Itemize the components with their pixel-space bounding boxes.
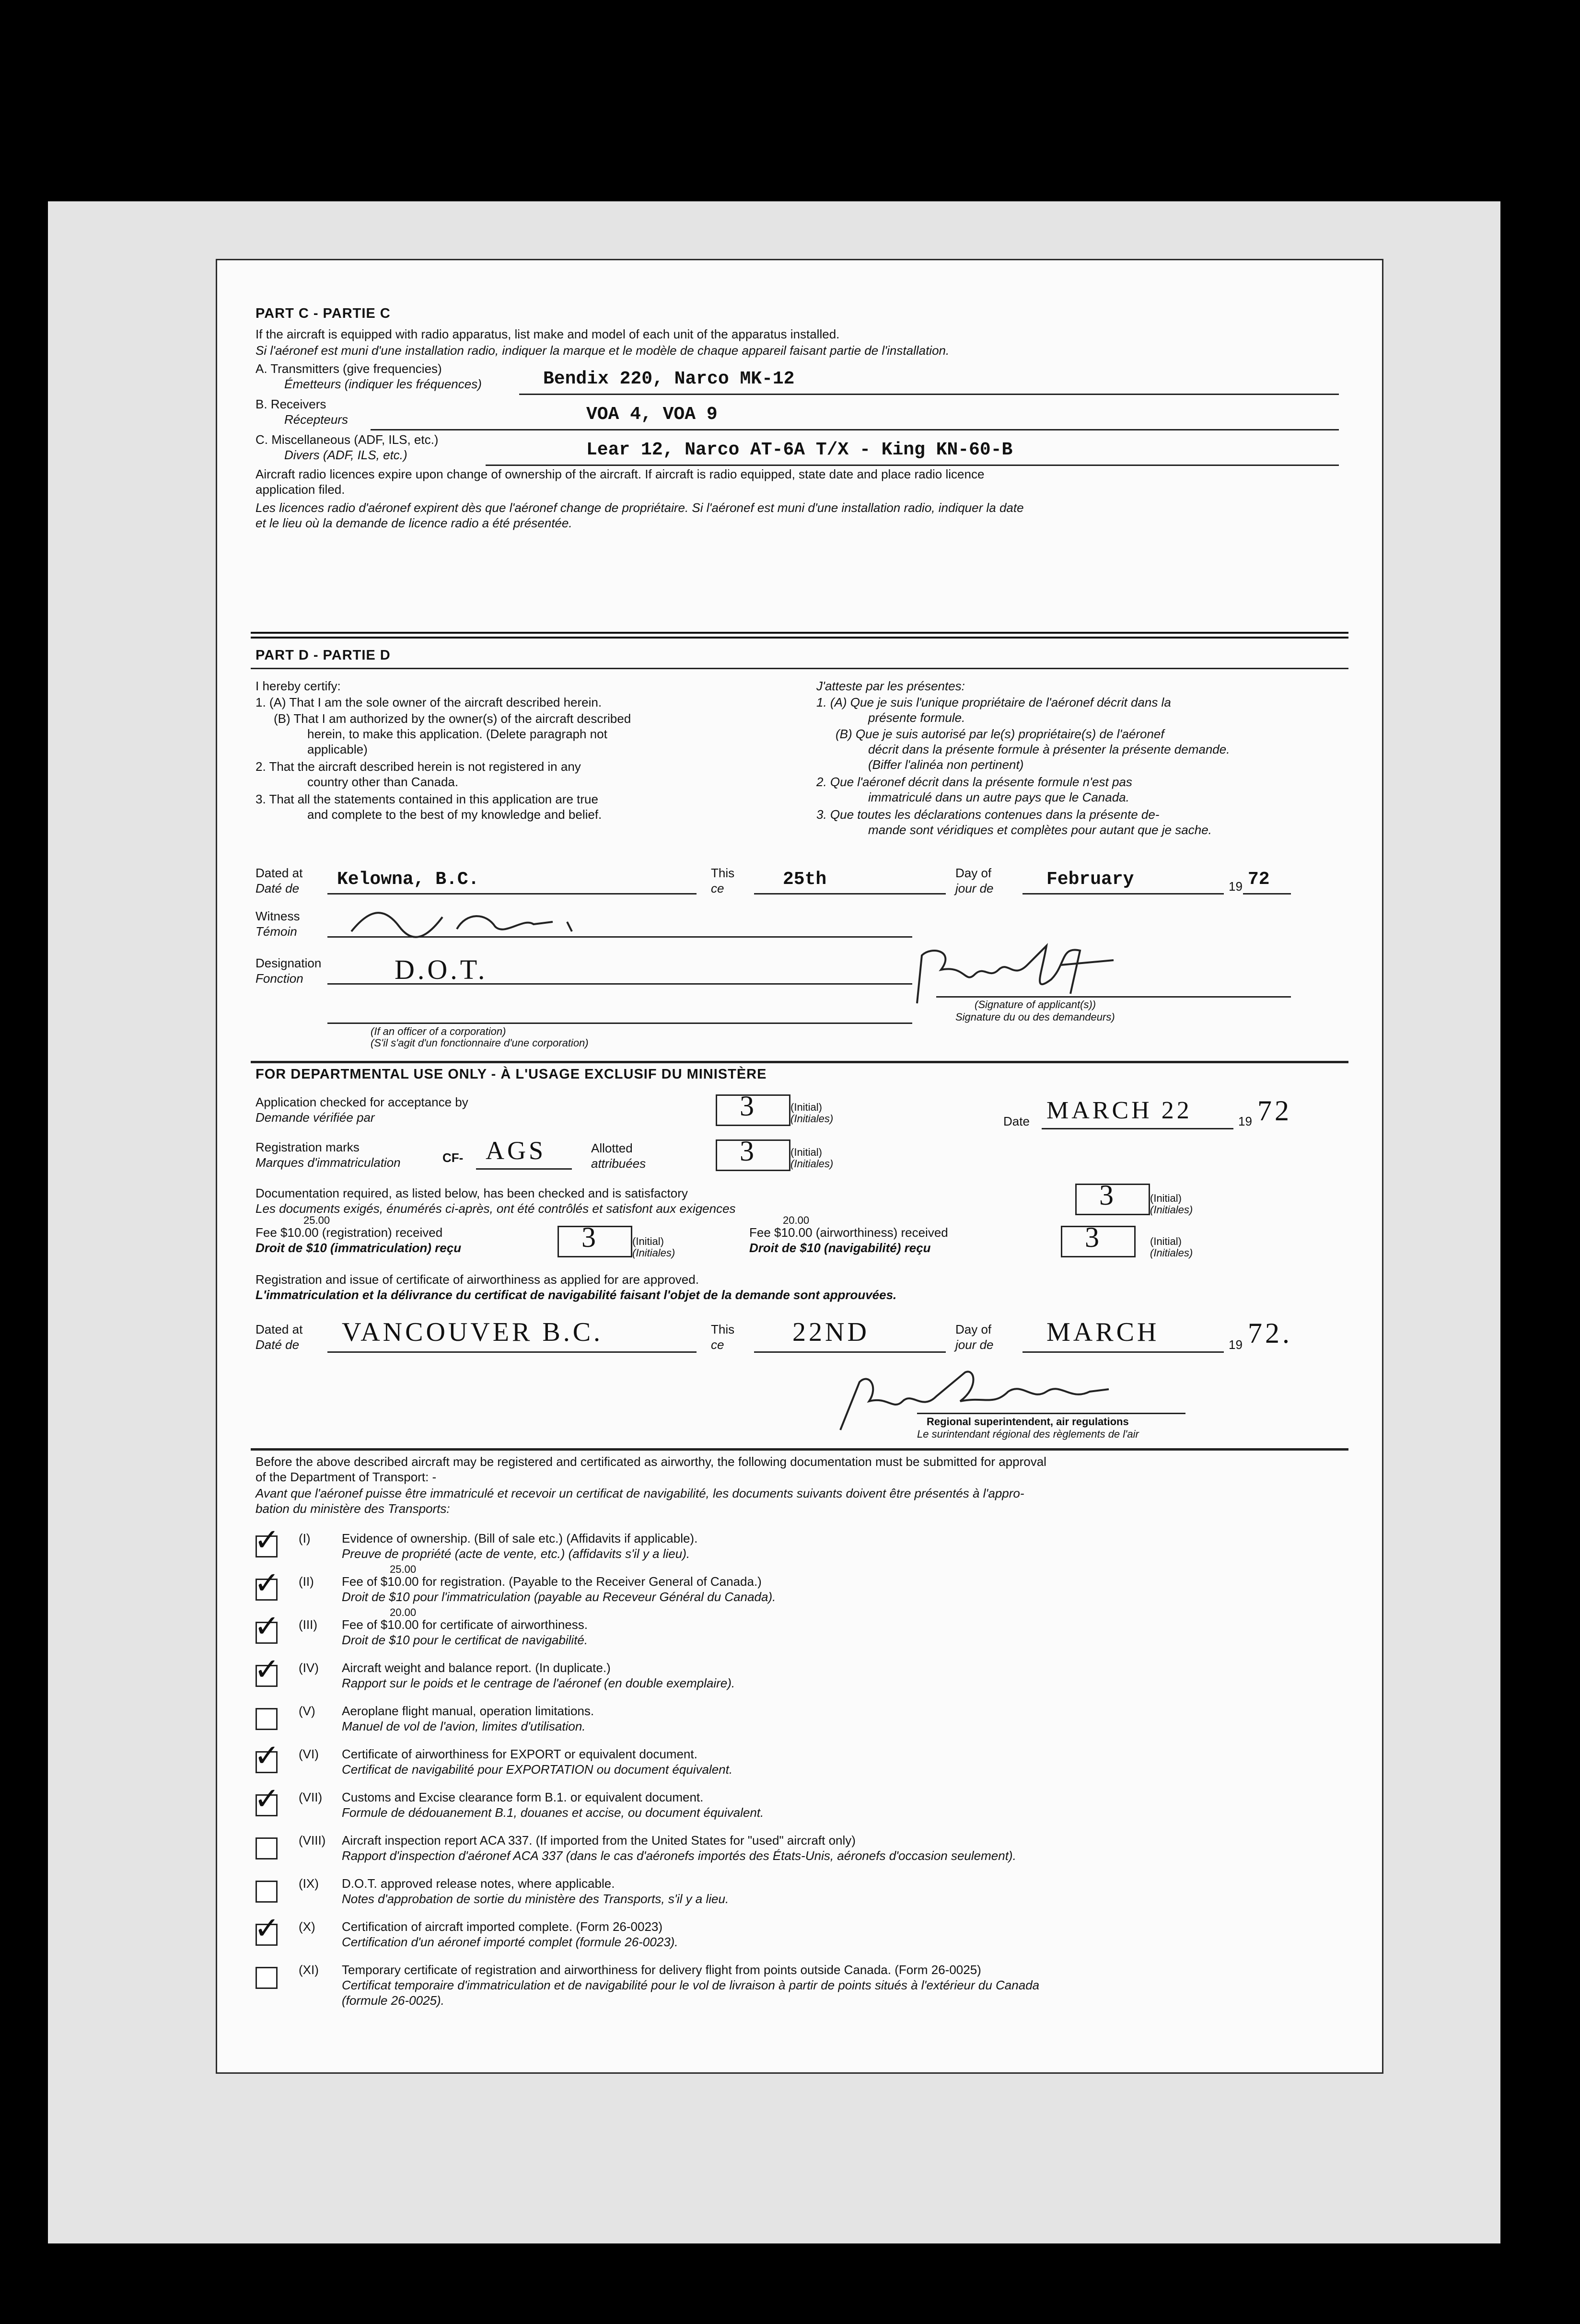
doc-item-fr: Certificat temporaire d'immatriculation et de navigabilité pour le vol de livraison à partir de points situés à l'extérieur du Canada: [342, 1978, 1040, 1992]
transmitters-label: A. Transmitters (give frequencies): [256, 361, 442, 376]
dept-this-line: [754, 1351, 946, 1353]
fee-air-label: Fee $10.00 (airworthiness) received: [749, 1225, 948, 1240]
doc-item-fr: Certification d'un aéronef importé complet (formule 26-0023).: [342, 1935, 678, 1949]
doc-item-fr: Droit de $10 pour l'immatriculation (payable au Receveur Général du Canada).: [342, 1590, 776, 1604]
part-d-rule: [251, 668, 1348, 669]
docs-initial-mark: 3: [1099, 1179, 1116, 1211]
this-label: This: [711, 866, 735, 880]
allotted-label: Allotted: [591, 1141, 633, 1155]
certify-en: I hereby certify:: [256, 679, 341, 693]
designation-line: [327, 983, 912, 985]
radio-note-fr-1: Les licences radio d'aéronef expirent dès que l'aéronef change de propriétaire. Si l'aéronef est muni d'une installation radio, indiquer la date: [256, 500, 1024, 515]
month-value[interactable]: February: [1046, 869, 1134, 890]
doc-item-checkbox[interactable]: [256, 1967, 278, 1989]
doc-item-en: Aircraft weight and balance report. (In duplicate.): [342, 1661, 611, 1675]
part-c-intro-fr: Si l'aéronef est muni d'une installation radio, indiquer la marque et le modèle de chaque appareil faisant partie de l'installation.: [256, 343, 950, 358]
doc-intro-fr-1: Avant que l'aéronef puisse être immatriculé et recevoir un certificat de navigabilité, les documents suivants doivent être présentés à l'appro-: [256, 1486, 1024, 1500]
this-label-fr: ce: [711, 881, 724, 895]
doc-item-number: (XI): [299, 1963, 319, 1977]
doc-item-handwritten-amount: 20.00: [390, 1606, 417, 1618]
section-divider: [251, 632, 1348, 639]
transmitters-value[interactable]: Bendix 220, Narco MK-12: [543, 369, 795, 389]
dated-label: Dated at: [256, 866, 303, 880]
cert-en-1a: 1. (A) That I am the sole owner of the aircraft described herein.: [256, 695, 602, 709]
this-line: [754, 893, 946, 895]
day-of-label: Day of: [955, 866, 992, 880]
doc-item-number: (V): [299, 1704, 315, 1718]
allotted-initial-mark: 3: [740, 1135, 757, 1167]
marks-line: [476, 1168, 572, 1170]
superintendent-line: [917, 1413, 1185, 1414]
documentation-rule: [251, 1448, 1348, 1451]
doc-item-en: Aircraft inspection report ACA 337. (If imported from the United States for "used" aircraft only): [342, 1833, 856, 1848]
doc-item-number: (X): [299, 1919, 315, 1934]
fee-reg-initial-label: (Initial): [632, 1235, 664, 1247]
doc-item-en: Certificate of airworthiness for EXPORT or equivalent document.: [342, 1747, 697, 1761]
doc-item-number: (IX): [299, 1876, 319, 1891]
year-prefix: 19: [1229, 879, 1243, 894]
dept-month-line: [1022, 1351, 1224, 1353]
departmental-rule: [251, 1061, 1348, 1063]
marks-value[interactable]: AGS: [486, 1136, 546, 1165]
departmental-title: FOR DEPARTMENTAL USE ONLY - À L'USAGE EXCLUSIF DU MINISTÈRE: [256, 1067, 767, 1082]
dept-dated-value[interactable]: VANCOUVER B.C.: [342, 1317, 604, 1347]
cert-fr-3-1: 3. Que toutes les déclarations contenues dans la présente de-: [816, 807, 1160, 822]
officer-note-en: (If an officer of a corporation): [371, 1025, 506, 1037]
fee-air-initial-label-fr: (Initiales): [1150, 1247, 1193, 1259]
doc-item-number: (I): [299, 1531, 311, 1545]
doc-item-fr: Rapport sur le poids et le centrage de l'aéronef (en double exemplaire).: [342, 1676, 735, 1690]
year-line: [1243, 893, 1291, 895]
cert-en-2-2: country other than Canada.: [307, 775, 459, 789]
cert-en-1b-1: (B) That I am authorized by the owner(s) of the aircraft described: [274, 711, 631, 726]
witness-signature: [342, 903, 629, 941]
allotted-initial-label: (Initial): [790, 1146, 823, 1158]
doc-item-checkbox[interactable]: [254, 1911, 280, 1946]
signature-label-en: (Signature of applicant(s)): [975, 999, 1096, 1011]
dept-this-label-fr: ce: [711, 1337, 724, 1352]
cert-fr-1b-3: (Biffer l'alinéa non pertinent): [868, 757, 1024, 772]
cert-en-3-2: and complete to the best of my knowledge and belief.: [307, 807, 602, 822]
date-year-prefix: 19: [1238, 1114, 1252, 1128]
superintendent-label-fr: Le surintendant régional des règlements de l'air: [917, 1428, 1139, 1440]
doc-item-number: (VII): [299, 1790, 323, 1804]
dept-year-prefix: 19: [1229, 1337, 1243, 1352]
marks-label: Registration marks: [256, 1140, 360, 1154]
dept-this-value[interactable]: 22ND: [792, 1317, 870, 1347]
dept-dated-label-fr: Daté de: [256, 1337, 300, 1352]
radio-note-fr-2: et le lieu où la demande de licence radio a été présentée.: [256, 516, 572, 530]
check-icon: ✓: [254, 1911, 280, 1945]
doc-item-fr: Droit de $10 pour le certificat de navigabilité.: [342, 1633, 588, 1647]
doc-item-checkbox[interactable]: [254, 1566, 280, 1601]
doc-item-en: Aeroplane flight manual, operation limitations.: [342, 1704, 594, 1718]
cert-fr-2-1: 2. Que l'aéronef décrit dans la présente formule n'est pas: [816, 775, 1132, 789]
date-line: [1042, 1128, 1233, 1129]
doc-item-fr: Formule de dédouanement B.1, douanes et accise, ou document équivalent.: [342, 1805, 764, 1820]
misc-value[interactable]: Lear 12, Narco AT-6A T/X - King KN-60-B: [586, 440, 1013, 460]
this-day-value[interactable]: 25th: [783, 869, 827, 890]
doc-item-en: Temporary certificate of registration and airworthiness for delivery flight from points outside Canada. (Form 26-0025): [342, 1963, 981, 1977]
doc-item-fr: Certificat de navigabilité pour EXPORTATION ou document équivalent.: [342, 1762, 733, 1777]
doc-intro-fr-2: bation du ministère des Transports:: [256, 1501, 450, 1516]
month-line: [1022, 893, 1224, 895]
superintendent-label-en: Regional superintendent, air regulations: [927, 1416, 1129, 1428]
dept-dated-line: [327, 1351, 697, 1353]
doc-item-number: (IV): [299, 1661, 319, 1675]
checked-label: Application checked for acceptance by: [256, 1095, 468, 1109]
doc-item-checkbox[interactable]: [254, 1609, 280, 1644]
doc-item-checkbox[interactable]: [256, 1837, 278, 1859]
receivers-label-fr: Récepteurs: [284, 412, 348, 427]
cert-en-1b-2: herein, to make this application. (Delete paragraph not: [307, 727, 607, 741]
signature-line: [936, 996, 1291, 998]
receivers-line: [371, 429, 1339, 430]
doc-item-checkbox[interactable]: [254, 1652, 280, 1687]
fee-air-initial-label: (Initial): [1150, 1235, 1182, 1247]
issue-approved-en: Registration and issue of certificate of airworthiness as applied for are approved.: [256, 1272, 699, 1287]
checked-initial-label: (Initial): [790, 1101, 823, 1113]
cert-fr-3-2: mande sont véridiques et complètes pour autant que je sache.: [868, 823, 1212, 837]
checked-label-fr: Demande vérifiée par: [256, 1110, 375, 1125]
dept-year-value[interactable]: 72.: [1248, 1317, 1292, 1349]
application-form: [216, 259, 1383, 2074]
date-value[interactable]: MARCH 22: [1046, 1097, 1192, 1124]
certify-fr: J'atteste par les présentes:: [816, 679, 965, 693]
allotted-initial-label-fr: (Initiales): [790, 1158, 834, 1170]
doc-item-fr: Notes d'approbation de sortie du ministère des Transports, s'il y a lieu.: [342, 1892, 729, 1906]
docs-checked-fr: Les documents exigés, énumérés ci-après, ont été contrôlés et satisfont aux exigences: [256, 1201, 736, 1216]
receivers-label: B. Receivers: [256, 397, 326, 411]
doc-item-number: (III): [299, 1617, 317, 1632]
cert-en-3-1: 3. That all the statements contained in this application are true: [256, 792, 598, 806]
transmitters-label-fr: Émetteurs (indiquer les fréquences): [284, 377, 482, 391]
check-icon: ✓: [254, 1566, 280, 1600]
doc-item-number: (VI): [299, 1747, 319, 1761]
issue-approved-fr: L'immatriculation et la délivrance du certificat de navigabilité faisant l'objet de la demande sont approuvées.: [256, 1288, 897, 1302]
dept-day-of-label-fr: jour de: [955, 1337, 994, 1352]
signature-label-fr: Signature du ou des demandeurs): [955, 1011, 1115, 1023]
marks-prefix: CF-: [442, 1150, 464, 1165]
marks-label-fr: Marques d'immatriculation: [256, 1155, 401, 1170]
dept-day-of-label: Day of: [955, 1322, 992, 1336]
docs-initial-label-fr: (Initiales): [1150, 1204, 1193, 1216]
docs-initial-label: (Initial): [1150, 1192, 1182, 1204]
check-icon: ✓: [254, 1652, 280, 1686]
dated-label-fr: Daté de: [256, 881, 300, 895]
misc-label-fr: Divers (ADF, ILS, etc.): [284, 448, 407, 462]
officer-line: [327, 1023, 912, 1024]
designation-label: Designation: [256, 956, 322, 970]
doc-item-en: Fee of $10.00 for registration. (Payable to the Receiver General of Canada.): [342, 1574, 762, 1589]
part-c-intro-en: If the aircraft is equipped with radio apparatus, list make and model of each unit of the apparatus installed.: [256, 327, 840, 341]
doc-item-fr: Rapport d'inspection d'aéronef ACA 337 (dans le cas d'aéronefs importés des États-Unis, aéronefs d'occasion seulement).: [342, 1848, 1016, 1863]
doc-item-handwritten-amount: 25.00: [390, 1563, 417, 1575]
fee-reg-initial-label-fr: (Initiales): [632, 1247, 675, 1259]
doc-item-checkbox[interactable]: [254, 1738, 280, 1773]
dept-this-label: This: [711, 1322, 735, 1336]
fee-air-initial-mark: 3: [1085, 1221, 1102, 1253]
doc-item-number: (II): [299, 1574, 314, 1589]
day-of-label-fr: jour de: [955, 881, 994, 895]
designation-label-fr: Fonction: [256, 971, 303, 986]
cert-fr-1a-2: présente formule.: [868, 710, 965, 725]
date-label: Date: [1003, 1114, 1030, 1128]
docs-checked-en: Documentation required, as listed below, has been checked and is satisfactory: [256, 1186, 688, 1200]
cert-en-2-1: 2. That the aircraft described herein is not registered in any: [256, 759, 581, 774]
doc-item-en: D.O.T. approved release notes, where applicable.: [342, 1876, 615, 1891]
year-value[interactable]: 72: [1248, 869, 1270, 890]
cert-fr-1b-1: (B) Que je suis autorisé par le(s) propriétaire(s) de l'aéronef: [836, 727, 1164, 741]
designation-value[interactable]: D.O.T.: [395, 954, 488, 985]
doc-item-checkbox[interactable]: [256, 1708, 278, 1730]
check-icon: ✓: [254, 1738, 280, 1773]
checked-initial-mark: 3: [740, 1090, 757, 1122]
fee-reg-label: Fee $10.00 (registration) received: [256, 1225, 443, 1240]
fee-air-label-fr: Droit de $10 (navigabilité) reçu: [749, 1241, 931, 1255]
part-c-title: PART C - PARTIE C: [256, 306, 391, 321]
officer-note-fr: (S'il s'agit d'un fonctionnaire d'une corporation): [371, 1037, 589, 1049]
misc-label: C. Miscellaneous (ADF, ILS, etc.): [256, 432, 439, 447]
allotted-label-fr: attribuées: [591, 1156, 646, 1171]
misc-line: [486, 465, 1339, 466]
check-icon: ✓: [254, 1781, 280, 1816]
date-year[interactable]: 72: [1257, 1095, 1292, 1127]
doc-item-fr-cont: (formule 26-0025).: [342, 1993, 444, 2008]
fee-reg-label-fr: Droit de $10 (immatriculation) reçu: [256, 1241, 462, 1255]
doc-item-en: Fee of $10.00 for certificate of airworthiness.: [342, 1617, 588, 1632]
doc-item-checkbox[interactable]: [254, 1781, 280, 1816]
radio-note-en-2: application filed.: [256, 482, 345, 497]
doc-intro-en-1: Before the above described aircraft may be registered and certificated as airworthy, the following documentation must be submitted for approval: [256, 1454, 1046, 1469]
doc-item-en: Certification of aircraft imported complete. (Form 26-0023): [342, 1919, 663, 1934]
witness-label-fr: Témoin: [256, 924, 297, 939]
doc-item-number: (VIII): [299, 1833, 326, 1848]
transmitters-line: [519, 394, 1339, 395]
check-icon: ✓: [254, 1609, 280, 1643]
doc-item-fr: Manuel de vol de l'avion, limites d'utilisation.: [342, 1719, 586, 1733]
cert-en-1b-3: applicable): [307, 742, 368, 756]
doc-item-checkbox[interactable]: [256, 1881, 278, 1903]
dept-dated-label: Dated at: [256, 1322, 303, 1336]
receivers-value[interactable]: VOA 4, VOA 9: [586, 404, 718, 425]
fee-air-amount: 20.00: [783, 1214, 810, 1226]
dated-place-value[interactable]: Kelowna, B.C.: [337, 869, 479, 890]
witness-label: Witness: [256, 909, 300, 923]
doc-item-fr: Preuve de propriété (acte de vente, etc.) (affidavits s'il y a lieu).: [342, 1546, 690, 1561]
radio-note-en-1: Aircraft radio licences expire upon change of ownership of the aircraft. If aircraft is radio equipped, state date and place radio licence: [256, 467, 985, 481]
cert-fr-1a-1: 1. (A) Que je suis l'unique propriétaire de l'aéronef décrit dans la: [816, 695, 1171, 709]
doc-item-en: Evidence of ownership. (Bill of sale etc.) (Affidavits if applicable).: [342, 1531, 698, 1545]
fee-reg-amount: 25.00: [303, 1214, 330, 1226]
cert-fr-2-2: immatriculé dans un autre pays que le Canada.: [868, 790, 1129, 804]
doc-intro-en-2: of the Department of Transport: -: [256, 1470, 437, 1484]
witness-line: [327, 936, 912, 938]
doc-item-checkbox[interactable]: [254, 1522, 280, 1557]
doc-item-en: Customs and Excise clearance form B.1. or equivalent document.: [342, 1790, 704, 1804]
fee-reg-initial-mark: 3: [581, 1221, 599, 1253]
part-d-title: PART D - PARTIE D: [256, 648, 391, 663]
dated-line: [327, 893, 697, 895]
checked-initial-label-fr: (Initiales): [790, 1113, 834, 1125]
check-icon: ✓: [254, 1522, 280, 1557]
cert-fr-1b-2: décrit dans la présente formule à présenter la présente demande.: [868, 742, 1230, 756]
dept-month-value[interactable]: MARCH: [1046, 1317, 1160, 1347]
